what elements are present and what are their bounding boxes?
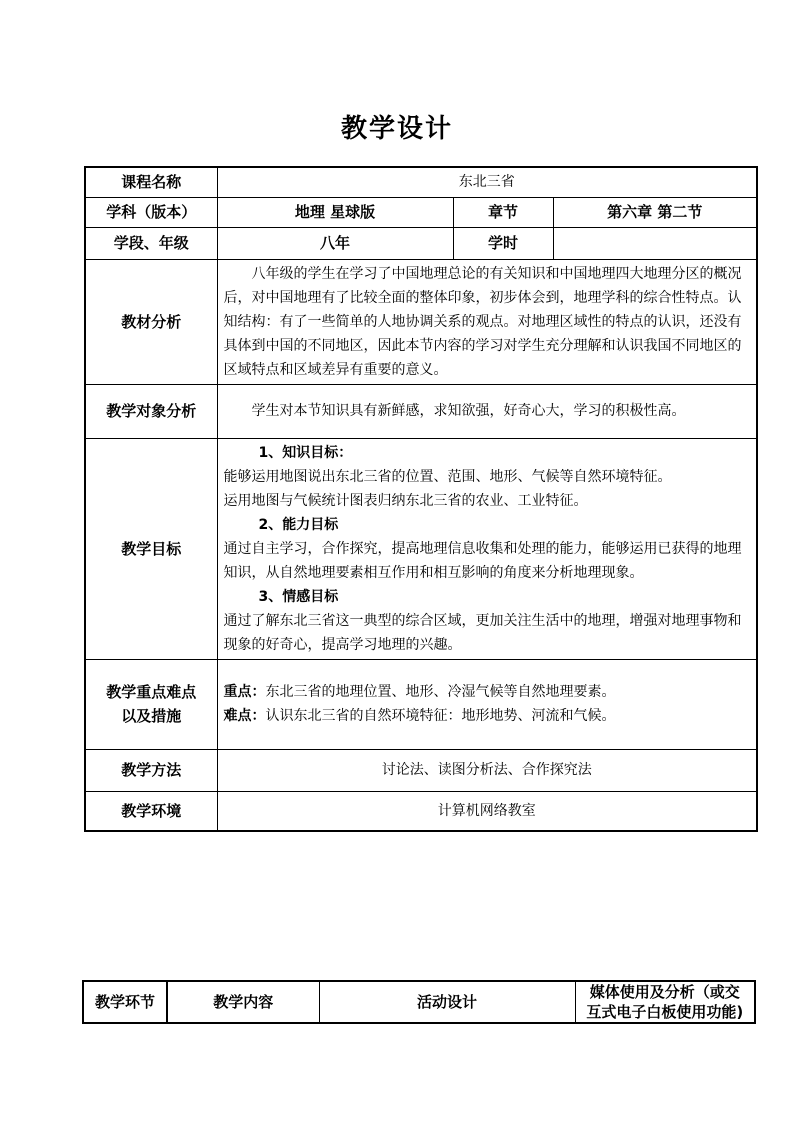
methods-text: 讨论法、读图分析法、合作探究法 bbox=[217, 749, 757, 791]
ability-goal-text: 通过自主学习，合作探究，提高地理信息收集和处理的能力，能够运用已获得的地理知识，从自然地理要素相互作用和相互影响的角度来分析地理现象。 bbox=[223, 540, 742, 581]
environment-label: 教学环境 bbox=[85, 791, 217, 831]
row-environment bbox=[85, 791, 757, 831]
keypoints-content bbox=[217, 659, 757, 749]
keypoints-label bbox=[85, 659, 217, 749]
row-course bbox=[85, 167, 757, 197]
chapter-value: 第六章 第二节 bbox=[553, 197, 757, 227]
process-col-media bbox=[575, 981, 755, 1023]
row-objectives bbox=[85, 438, 757, 659]
grade-label: 学段、年级 bbox=[85, 227, 217, 259]
row-subject bbox=[85, 197, 757, 227]
subject-label: 学科（版本） bbox=[85, 197, 217, 227]
methods-label: 教学方法 bbox=[85, 749, 217, 791]
hours-label: 学时 bbox=[453, 227, 553, 259]
row-grade bbox=[85, 227, 757, 259]
process-table bbox=[82, 980, 756, 1024]
keypoints-label-line-2: 以及措施 bbox=[121, 707, 182, 725]
process-col-media-line-1: 媒体使用及分析（或交 bbox=[589, 983, 740, 1001]
knowledge-goal-line-1: 能够运用地图说出东北三省的位置、范围、地形、气候等自然环境特征。 bbox=[223, 468, 672, 485]
course-label: 课程名称 bbox=[85, 167, 217, 197]
emotion-goal-text: 通过了解东北三省这一典型的综合区域，更加关注生活中的地理，增强对地理事物和现象的好奇心，提高学习地理的兴趣。 bbox=[223, 612, 742, 653]
row-audience bbox=[85, 384, 757, 438]
difficulty-label: 难点： bbox=[223, 708, 266, 724]
audience-text: 学生对本节知识具有新鲜感，求知欲强，好奇心大，学习的积极性高。 bbox=[217, 384, 757, 438]
process-col-content: 教学内容 bbox=[167, 981, 319, 1023]
hours-value bbox=[553, 227, 757, 259]
subject-value: 地理 星球版 bbox=[217, 197, 453, 227]
grade-value: 八年 bbox=[217, 227, 453, 259]
key-point-line bbox=[224, 680, 751, 704]
objectives-label: 教学目标 bbox=[85, 438, 217, 659]
row-material bbox=[85, 259, 757, 384]
process-col-activity: 活动设计 bbox=[319, 981, 575, 1023]
objectives-content bbox=[217, 438, 757, 659]
ability-goal-title: 2、能力目标 bbox=[258, 516, 339, 533]
keypoints-label-line-1: 教学重点难点 bbox=[106, 683, 197, 701]
key-point-label: 重点： bbox=[223, 684, 266, 700]
key-point-text: 东北三省的地理位置、地形、冷湿气候等自然地理要素。 bbox=[265, 684, 616, 700]
page-title: 教学设计 bbox=[340, 114, 453, 144]
knowledge-goal-line-2: 运用地图与气候统计图表归纳东北三省的农业、工业特征。 bbox=[223, 492, 588, 509]
row-methods bbox=[85, 749, 757, 791]
lesson-info-table bbox=[84, 166, 758, 832]
environment-text: 计算机网络教室 bbox=[217, 791, 757, 831]
difficulty-text: 认识东北三省的自然环境特征：地形地势、河流和气候。 bbox=[265, 708, 616, 724]
row-keypoints bbox=[85, 659, 757, 749]
process-header-row bbox=[83, 981, 755, 1023]
difficulty-line bbox=[224, 704, 751, 728]
emotion-goal-title: 3、情感目标 bbox=[258, 588, 339, 605]
material-text: 八年级的学生在学习了中国地理总论的有关知识和中国地理四大地理分区的概况后，对中国地理有了比较全面的整体印象，初步体会到，地理学科的综合性特点。认知结构：有了一些简单的人地协调关系的观点。对地理区域性的特点的认识，还没有具体到中国的不同地区，因此本节内容的学习对学生充分理解和认识我国不同地区的区域特点和区域差异有重要的意义。 bbox=[217, 259, 757, 384]
process-col-media-line-2: 互式电子白板使用功能) bbox=[586, 1003, 744, 1021]
process-col-stage: 教学环节 bbox=[83, 981, 167, 1023]
course-value: 东北三省 bbox=[217, 167, 757, 197]
chapter-label: 章节 bbox=[453, 197, 553, 227]
material-label: 教材分析 bbox=[85, 259, 217, 384]
knowledge-goal-title: 1、知识目标： bbox=[258, 444, 353, 461]
audience-label: 教学对象分析 bbox=[85, 384, 217, 438]
